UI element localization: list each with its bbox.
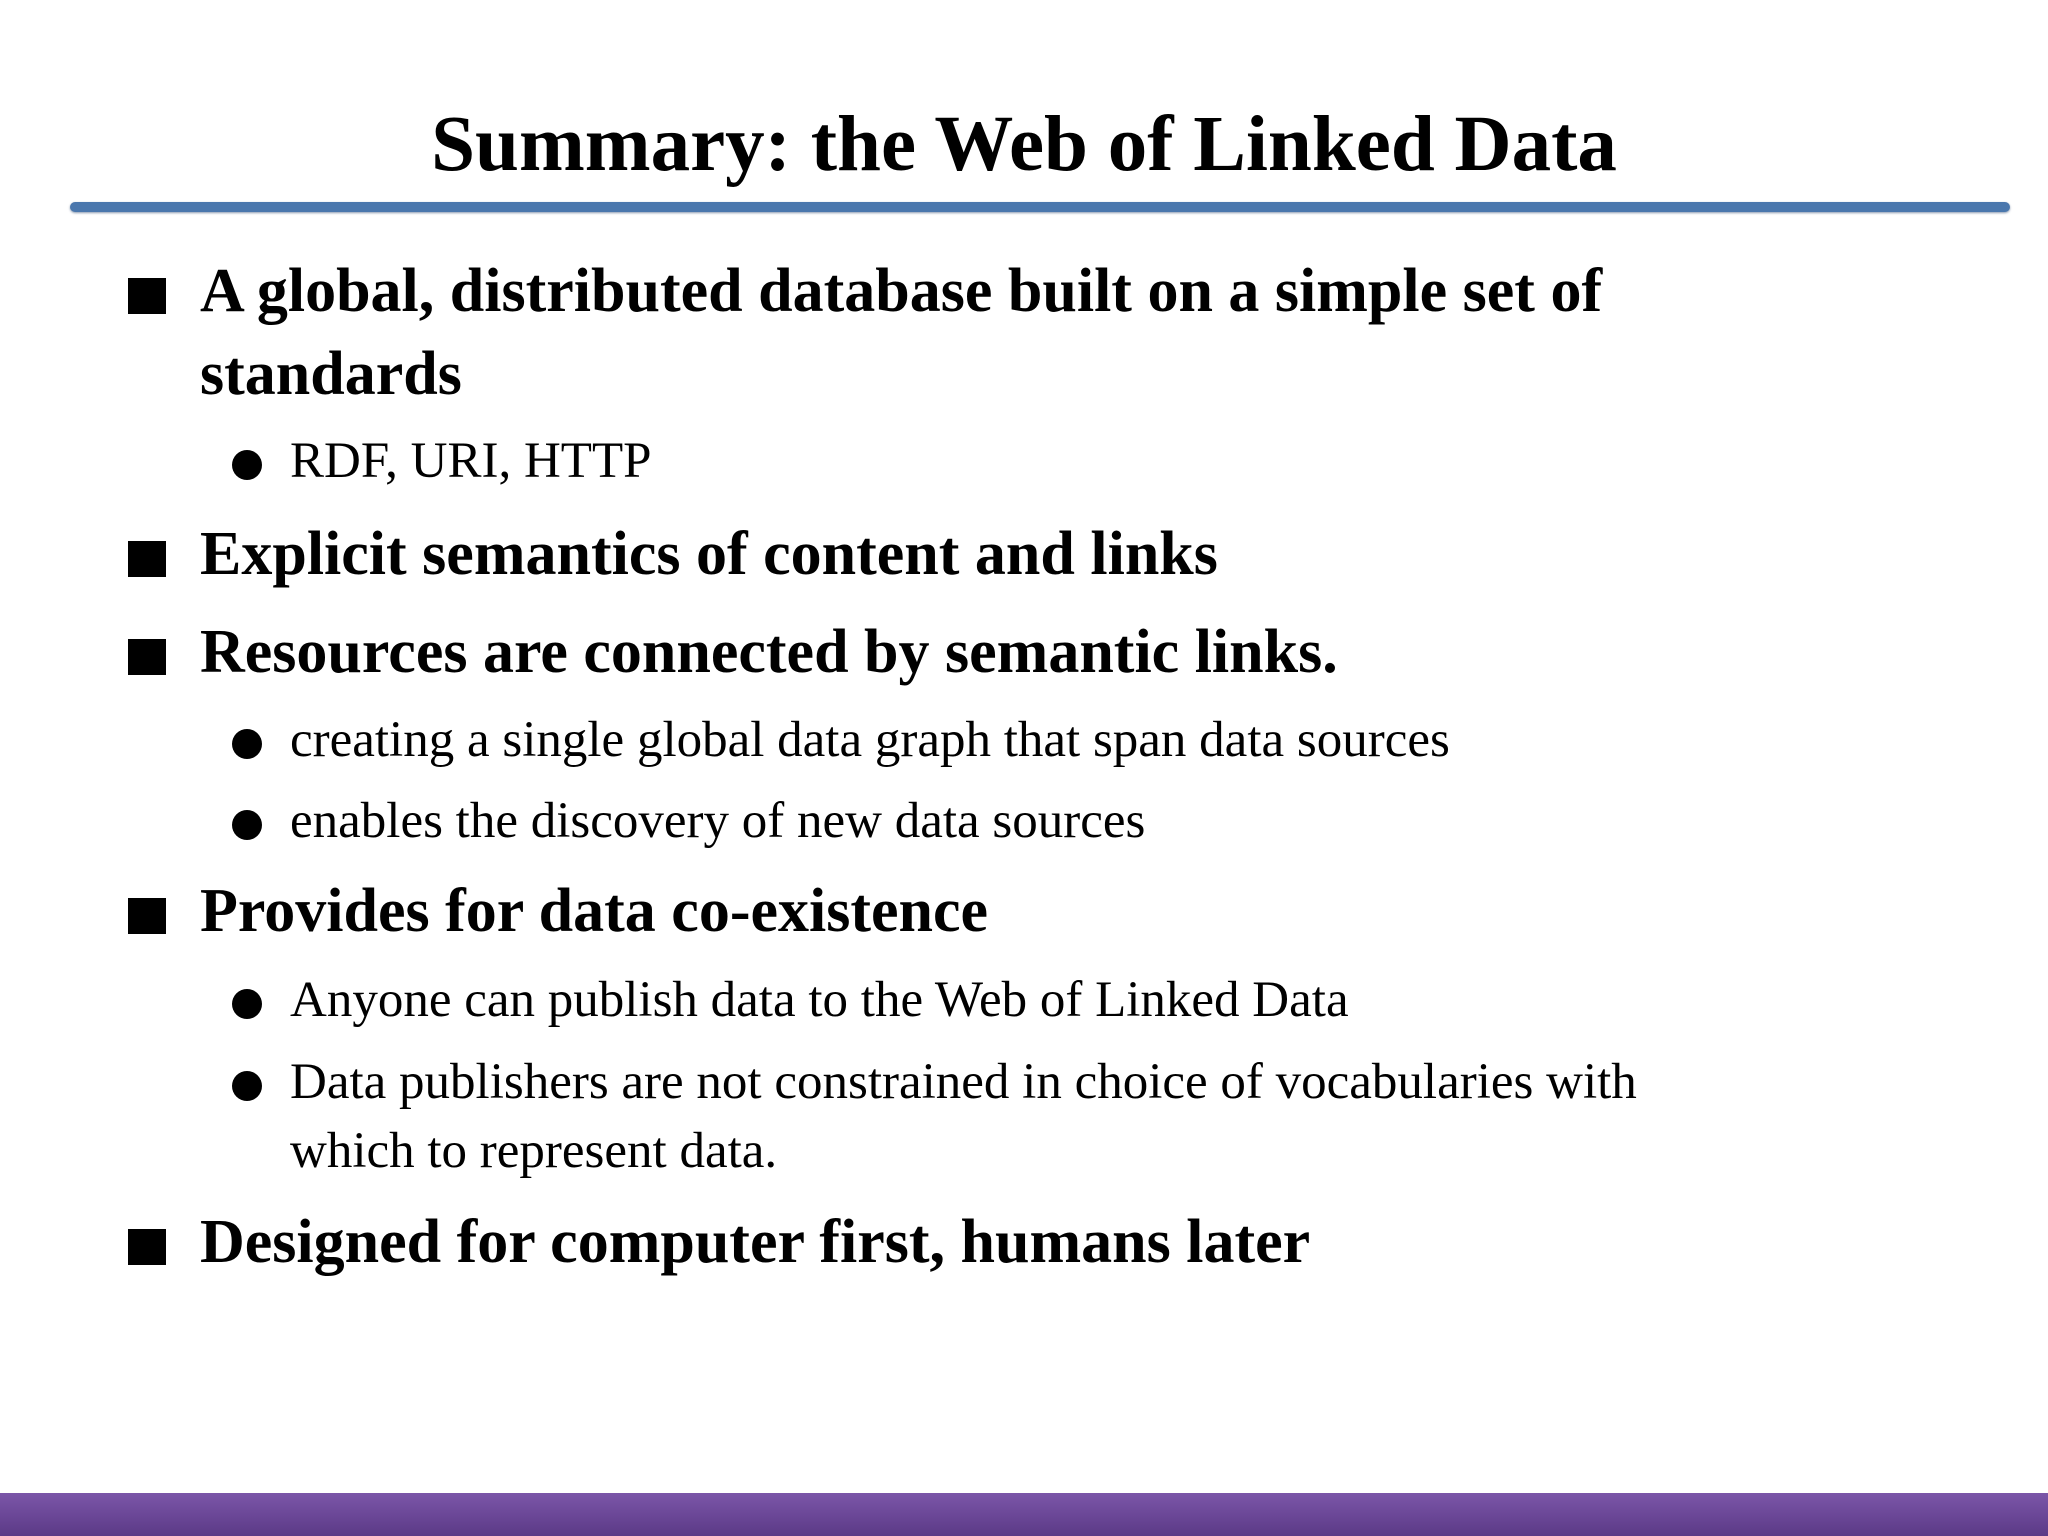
sub-bullet-item <box>290 1048 1637 1116</box>
round-bullet-icon <box>232 989 262 1019</box>
bullet-item <box>200 513 1218 596</box>
bullet-item <box>200 870 988 953</box>
round-bullet-icon <box>232 450 262 480</box>
footer-bar <box>0 1493 2048 1536</box>
square-bullet-icon <box>128 541 166 577</box>
bullet-text: standards <box>200 340 462 408</box>
bullet-item <box>200 1201 1310 1284</box>
slide-title: Summary: the Web of Linked Data <box>431 101 1617 188</box>
bullet-item <box>200 611 1338 694</box>
bullet-item <box>200 250 1602 333</box>
bullet-text: Explicit semantics of content and links <box>200 520 1218 588</box>
sub-bullet-text: RDF, URI, HTTP <box>290 433 652 489</box>
bullet-text: Provides for data co-existence <box>200 877 989 945</box>
square-bullet-icon <box>128 278 166 314</box>
sub-bullet-text: enables the discovery of new data sources <box>290 793 1146 849</box>
sub-bullet-text: creating a single global data graph that span data sources <box>290 712 1450 768</box>
sub-bullet-item <box>290 966 1349 1034</box>
square-bullet-icon <box>128 1229 166 1265</box>
square-bullet-icon <box>128 898 166 934</box>
sub-bullet-item <box>290 706 1450 774</box>
sub-bullet-item <box>290 427 651 495</box>
round-bullet-icon <box>232 729 262 759</box>
sub-bullet-item-continuation <box>290 1117 777 1185</box>
bullet-item-continuation <box>200 333 462 416</box>
bullet-text: Resources are connected by semantic links. <box>200 618 1338 686</box>
round-bullet-icon <box>232 1071 262 1101</box>
sub-bullet-text: which to represent data. <box>290 1123 778 1179</box>
bullet-text: Designed for computer first, humans later <box>200 1208 1311 1276</box>
sub-bullet-text: Data publishers are not constrained in choice of vocabularies with <box>290 1054 1637 1110</box>
square-bullet-icon <box>128 639 166 675</box>
sub-bullet-item <box>290 787 1145 855</box>
sub-bullet-text: Anyone can publish data to the Web of Linked Data <box>290 972 1349 1028</box>
bullet-text: A global, distributed database built on a simple set of <box>200 257 1603 325</box>
round-bullet-icon <box>232 810 262 840</box>
